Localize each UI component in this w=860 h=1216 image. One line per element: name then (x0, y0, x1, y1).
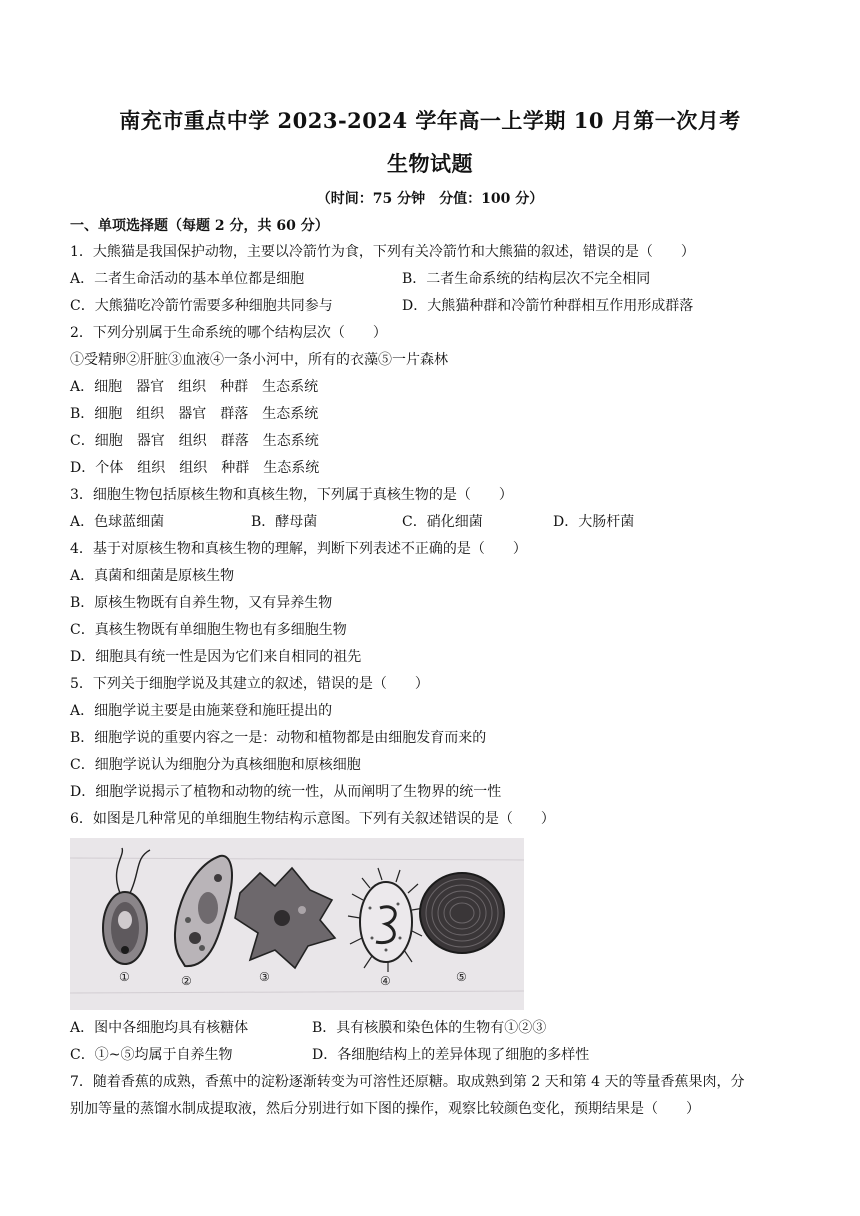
q5-option-a: A．细胞学说主要是由施莱登和施旺提出的 (70, 703, 333, 719)
cell-5-drawing (420, 873, 504, 953)
cell-label-1: ① (119, 970, 130, 984)
q3-option-c: C．硝化细菌 (402, 514, 483, 530)
cell-4-drawing (348, 868, 424, 972)
q4-option-a: A．真菌和细菌是原核生物 (70, 568, 235, 584)
q5-option-b: B．细胞学说的重要内容之一是：动物和植物都是由细胞发育而来的 (70, 730, 487, 746)
q2-option-d: D．个体 组织 组织 种群 生态系统 (70, 460, 320, 476)
q3-option-b: B．酵母菌 (251, 514, 318, 530)
q7-stem-line-1: 7．随着香蕉的成熟，香蕉中的淀粉逐渐转变为可溶性还原糖。取成熟到第 2 天和第 4 天的等量香蕉果肉，分 (70, 1074, 745, 1090)
q3-option-a: A．色球蓝细菌 (70, 514, 165, 530)
cell-label-2: ② (181, 974, 192, 988)
q7-stem-line-2: 别加等量的蒸馏水制成提取液，然后分别进行如下图的操作，观察比较颜色变化，预期结果是（ ） (70, 1101, 700, 1117)
q1-option-d: D．大熊猫种群和冷箭竹种群相互作用形成群落 (402, 298, 694, 314)
q5-option-c: C．细胞学说认为细胞分为真核细胞和原核细胞 (70, 757, 361, 773)
cell-2-drawing (175, 856, 232, 966)
q6-option-b: B．具有核膜和染色体的生物有①②③ (312, 1020, 547, 1036)
cell-label-3: ③ (259, 970, 270, 984)
q3-stem: 3．细胞生物包括原核生物和真核生物，下列属于真核生物的是（ ） (70, 487, 513, 503)
q4-stem: 4．基于对原核生物和真核生物的理解，判断下列表述不正确的是（ ） (70, 541, 527, 557)
q2-option-b: B．细胞 组织 器官 群落 生态系统 (70, 406, 319, 422)
exam-title: 南充市重点中学 2023-2024 学年高一上学期 10 月第一次月考 (119, 108, 741, 133)
q5-stem: 5．下列关于细胞学说及其建立的叙述，错误的是（ ） (70, 676, 429, 692)
q2-option-a: A．细胞 器官 组织 种群 生态系统 (70, 379, 319, 395)
cell-label-4: ④ (380, 974, 391, 988)
exam-meta: （时间：75 分钟 分值：100 分） (316, 191, 544, 207)
section-heading: 一、单项选择题（每题 2 分，共 60 分） (70, 218, 329, 234)
q1-stem: 1．大熊猫是我国保护动物，主要以冷箭竹为食，下列有关冷箭竹和大熊猫的叙述，错误的是（ ） (70, 244, 695, 260)
q6-stem: 6．如图是几种常见的单细胞生物结构示意图。下列有关叙述错误的是（ ） (70, 811, 555, 827)
q1-option-b: B．二者生命系统的结构层次不完全相同 (402, 271, 651, 287)
cell-3-drawing (235, 868, 335, 968)
q2-stem: 2．下列分别属于生命系统的哪个结构层次（ ） (70, 325, 387, 341)
cell-1-drawing (103, 848, 150, 964)
cell-label-5: ⑤ (456, 970, 467, 984)
q5-option-d: D．细胞学说揭示了植物和动物的统一性，从而阐明了生物界的统一性 (70, 784, 502, 800)
q1-option-a: A．二者生命活动的基本单位都是细胞 (70, 271, 305, 287)
q2-option-c: C．细胞 器官 组织 群落 生态系统 (70, 433, 319, 449)
q4-option-c: C．真核生物既有单细胞生物也有多细胞生物 (70, 622, 347, 638)
q1-option-c: C．大熊猫吃冷箭竹需要多种细胞共同参与 (70, 298, 333, 314)
q4-option-d: D．细胞具有统一性是因为它们来自相同的祖先 (70, 649, 362, 665)
q6-option-d: D．各细胞结构上的差异体现了细胞的多样性 (312, 1047, 590, 1063)
q6-option-a: A．图中各细胞均具有核糖体 (70, 1020, 249, 1036)
q6-option-c: C．①~⑤均属于自养生物 (70, 1047, 233, 1063)
exam-subject: 生物试题 (387, 151, 473, 176)
q3-option-d: D．大肠杆菌 (553, 514, 635, 530)
q2-items: ①受精卵②肝脏③血液④一条小河中，所有的衣藻⑤一片森林 (70, 352, 448, 368)
q4-option-b: B．原核生物既有自养生物，又有异养生物 (70, 595, 333, 611)
single-cell-organisms-figure (70, 838, 524, 1010)
